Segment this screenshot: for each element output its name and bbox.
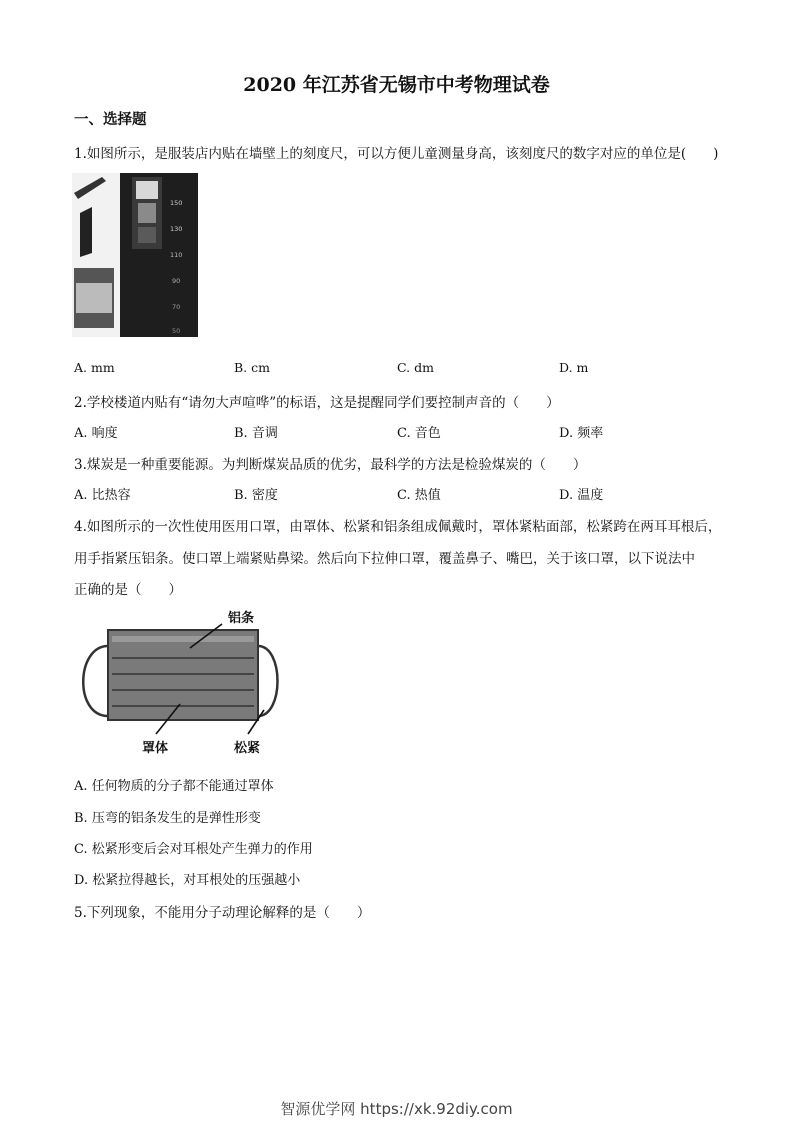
question-1-stem: 1.如图所示，是服装店内贴在墙壁上的刻度尺，可以方便儿童测量身高，该刻度尺的数字对应的单位是( )	[74, 146, 719, 162]
question-3-option-a: A. 比热容	[74, 488, 131, 503]
label-mask-body: 罩体	[142, 741, 169, 756]
question-3-stem: 3.煤炭是一种重要能源。为判断煤炭品质的优劣，最科学的方法是检验煤炭的（ ）	[74, 457, 587, 473]
question-3-option-d: D. 温度	[559, 488, 604, 503]
exam-title: 2020 年江苏省无锡市中考物理试卷	[243, 74, 550, 96]
question-1-option-c: C. dm	[397, 360, 434, 375]
label-elastic-band: 松紧	[234, 741, 261, 756]
question-3-option-b: B. 密度	[234, 488, 278, 503]
question-1-option-d: D. m	[559, 360, 589, 375]
question-4-stem-line-1: 4.如图所示的一次性使用医用口罩，由罩体、松紧和铝条组成佩戴时，罩体紧粘面部，松紧跨在两耳耳根后，	[74, 519, 722, 535]
question-2-option-d: D. 频率	[559, 426, 604, 441]
question-2-option-c: C. 音色	[397, 426, 441, 441]
ruler-tick-label: 90	[172, 277, 181, 285]
question-4-stem-line-3: 正确的是（ ）	[74, 582, 182, 598]
question-4-stem-line-2: 用手指紧压铝条。使口罩上端紧贴鼻梁。然后向下拉伸口罩，覆盖鼻子、嘴巴，关于该口罩，以下说法中	[74, 551, 695, 567]
section-heading: 一、选择题	[74, 111, 147, 128]
ruler-tick-label: 70	[172, 303, 181, 311]
ruler-tick-label: 50	[172, 327, 181, 335]
question-2-option-a: A. 响度	[74, 426, 118, 441]
mask-figure	[72, 606, 284, 758]
ruler-tick-label: 130	[170, 225, 183, 233]
question-4-option-d: D. 松紧拉得越长，对耳根处的压强越小	[74, 873, 301, 888]
question-3-option-c: C. 热值	[397, 488, 441, 503]
ruler-tick-label: 110	[170, 251, 183, 259]
question-5-stem: 5.下列现象，不能用分子动理论解释的是（ ）	[74, 905, 371, 921]
question-2-option-b: B. 音调	[234, 426, 278, 441]
question-4-option-c: C. 松紧形变后会对耳根处产生弹力的作用	[74, 842, 313, 857]
question-4-option-a: A. 任何物质的分子都不能通过罩体	[74, 779, 274, 794]
ruler-photo	[72, 173, 198, 337]
question-1-option-a: A. mm	[74, 360, 115, 375]
ruler-tick-label: 150	[170, 199, 183, 207]
question-1-option-b: B. cm	[234, 360, 270, 375]
label-aluminum-strip: 铝条	[228, 611, 255, 626]
footer-watermark: 智源优学网 https://xk.92diy.com	[280, 1100, 513, 1118]
question-2-stem: 2.学校楼道内贴有“请勿大声喧哗”的标语，这是提醒同学们要控制声音的（ ）	[74, 395, 560, 411]
question-4-option-b: B. 压弯的铝条发生的是弹性形变	[74, 811, 261, 826]
